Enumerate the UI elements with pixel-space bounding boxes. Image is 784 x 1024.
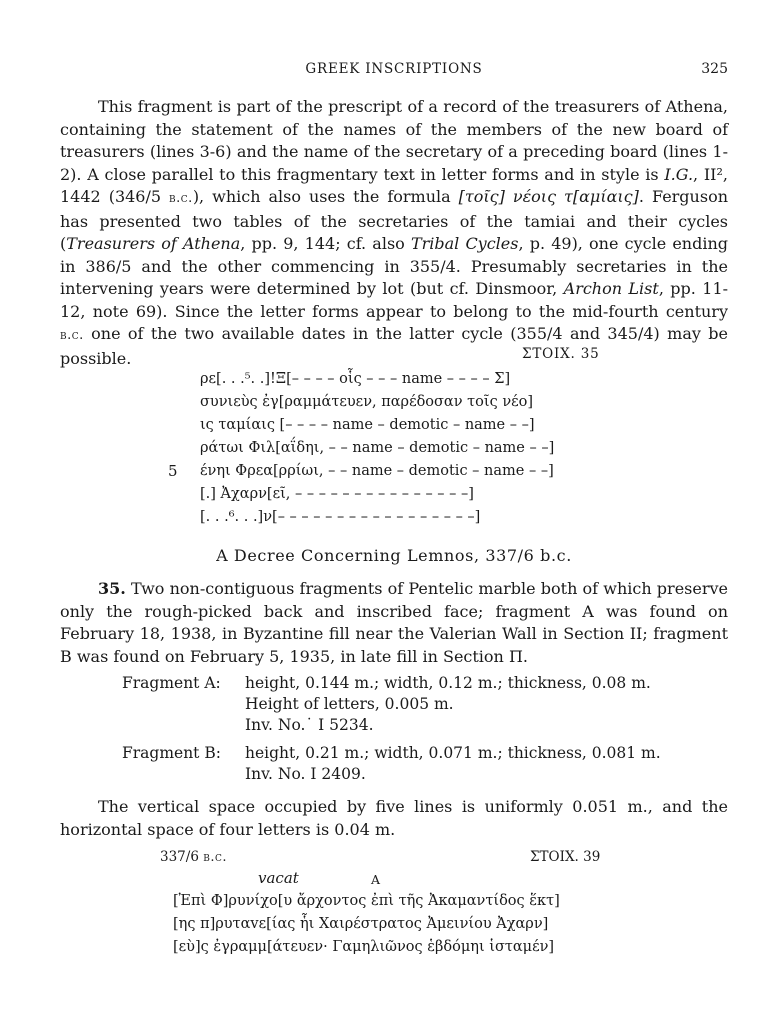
text-run: , p. 49), one cycle ending in 386/5 and the other commencing in 355/4. Presumably secretaries in the intervening years were determined by lot (but cf. Dinsmoor, (60, 234, 728, 298)
inscription-line-text: ρε[. . .⁵. .]!Ξ[– – – – οἷς – – – name – – – – Σ] (200, 371, 511, 387)
decree-year: 337/6 (160, 849, 199, 865)
book-title: Archon List (563, 279, 659, 298)
decree-line: [ης π]ρυταvε[ίας ἧι Χαιρέστρατος Ἀμεινίου Ἀχαρν] (173, 916, 549, 932)
text-run: , II², 1442 (346/5 (60, 164, 729, 206)
fragment-inventory: Inv. No. I 2409. (245, 765, 366, 783)
fragment-label: Fragment A: (122, 674, 221, 692)
decree-stoichedon-label: ΣΤΟΙΧ. 39 (530, 849, 601, 865)
running-header (60, 61, 728, 81)
spacing-paragraph (60, 796, 728, 841)
citation-ig: I.G. (664, 164, 694, 184)
entry-number: 35. (98, 579, 126, 598)
fragment-inventory: Inv. No.˙ I 5234. (245, 716, 374, 734)
inscription-line-text: συνιεὺς ἐγ[ραμμάτευεν, παρέδοσαν τοῖς νέο] (200, 394, 534, 410)
entry-35-paragraph (60, 578, 728, 668)
inscription-line-text: ένηι Φρεα[ρρίωι, – – name – demotic – name – –] (200, 463, 554, 479)
entry-text: Two non-contiguous fragments of Pentelic marble both of which preserve only the rough-picked back and inscribed face; fragment A was found on February 18, 1938, in Byzantine fill near the Valerian Wall in Section ΙΙ; fragment B was found on February 5, 1935, in late fill in Section Π. (60, 579, 728, 666)
fragment-dimensions: height, 0.21 m.; width, 0.071 m.; thickness, 0.081 m. (245, 744, 661, 762)
text-run: , pp. 9, 144; cf. also (240, 234, 411, 253)
decree-date (160, 849, 227, 865)
decree-line: [Ἐπὶ Φ]ρυνίχο[υ ἄρχοντος ἐπὶ τῆς Ἀκαμαντίδος ἕκτ] (173, 893, 560, 909)
inscription-line-text: [.] Ἀχαρν[εῖ, – – – – – – – – – – – – – – –] (200, 486, 474, 502)
inscription-line-text: ις ταμίαις [– – – – name – demotic – name – –] (200, 417, 535, 433)
inscription-line (200, 483, 570, 506)
inscription-line-text: [. . .⁶. . .]ν[– – – – – – – – – – – – – – – – –] (200, 509, 481, 525)
greek-formula: [τοῖς] νέοις τ[αμίαις] (458, 187, 639, 206)
text-run: This fragment is part of the prescript of a record of the treasurers of Athena, containing the statement of the names of the members of the new board of treasurers (lines 3-6) and the name of the secretary of a preceding board (lines 1-2). A close parallel to this fragmentary text in letter forms and in style is (60, 97, 728, 184)
inscription-line (200, 414, 570, 437)
text-run: . Ferguson has presented two tables of the secretaries of the tamiai and their cycles ( (60, 187, 729, 253)
era-abbrev: b.c. (169, 191, 193, 206)
fragment-a-label: A (371, 872, 381, 887)
fragment-dimensions: height, 0.144 m.; width, 0.12 m.; thickness, 0.08 m. (245, 674, 651, 692)
stoichedon-label: ΣΤΟΙΧ. 35 (522, 346, 600, 362)
text-run: one of the two available dates in the latter cycle (355/4 and 345/4) may be possible. (60, 324, 728, 368)
decree-text (173, 890, 560, 959)
page-number: 325 (701, 61, 728, 77)
era-abbrev: b.c. (203, 850, 227, 865)
intro-paragraph (60, 96, 728, 370)
decree-line: [εὺ]ς ἐγραμμ[άτευεν· Γαμηλιῶνος ἑβδόμηι ἱσταμέν] (173, 939, 555, 955)
inscription-text (168, 368, 570, 529)
book-title: Tribal Cycles (410, 234, 519, 253)
fragment-letter-height: Height of letters, 0.005 m. (245, 695, 454, 713)
inscription-line (200, 391, 570, 414)
section-title: A Decree Concerning Lemnos, 337/6 b.c. (216, 546, 572, 565)
line-number: 5 (168, 462, 178, 480)
vacat-label: vacat (258, 869, 299, 887)
inscription-line (200, 368, 570, 391)
era-abbrev: b.c. (60, 328, 84, 343)
inscription-line (200, 506, 570, 529)
spacing-text: The vertical space occupied by five lines is uniformly 0.051 m., and the horizontal space of four letters is 0.04 m. (60, 797, 728, 839)
text-run: , pp. 11-12, note 69). Since the letter forms appear to belong to the mid-fourth century (60, 279, 729, 321)
running-title: GREEK INSCRIPTIONS (305, 61, 483, 77)
inscription-line (200, 437, 570, 460)
inscription-line (168, 460, 570, 483)
inscription-line-text: ράτωι Φιλ[αΐδηι, – – name – demotic – name – –] (200, 440, 555, 456)
book-title: Treasurers of Athena (66, 234, 241, 253)
text-run: ), which also uses the formula (192, 187, 459, 206)
fragment-label: Fragment B: (122, 744, 221, 762)
